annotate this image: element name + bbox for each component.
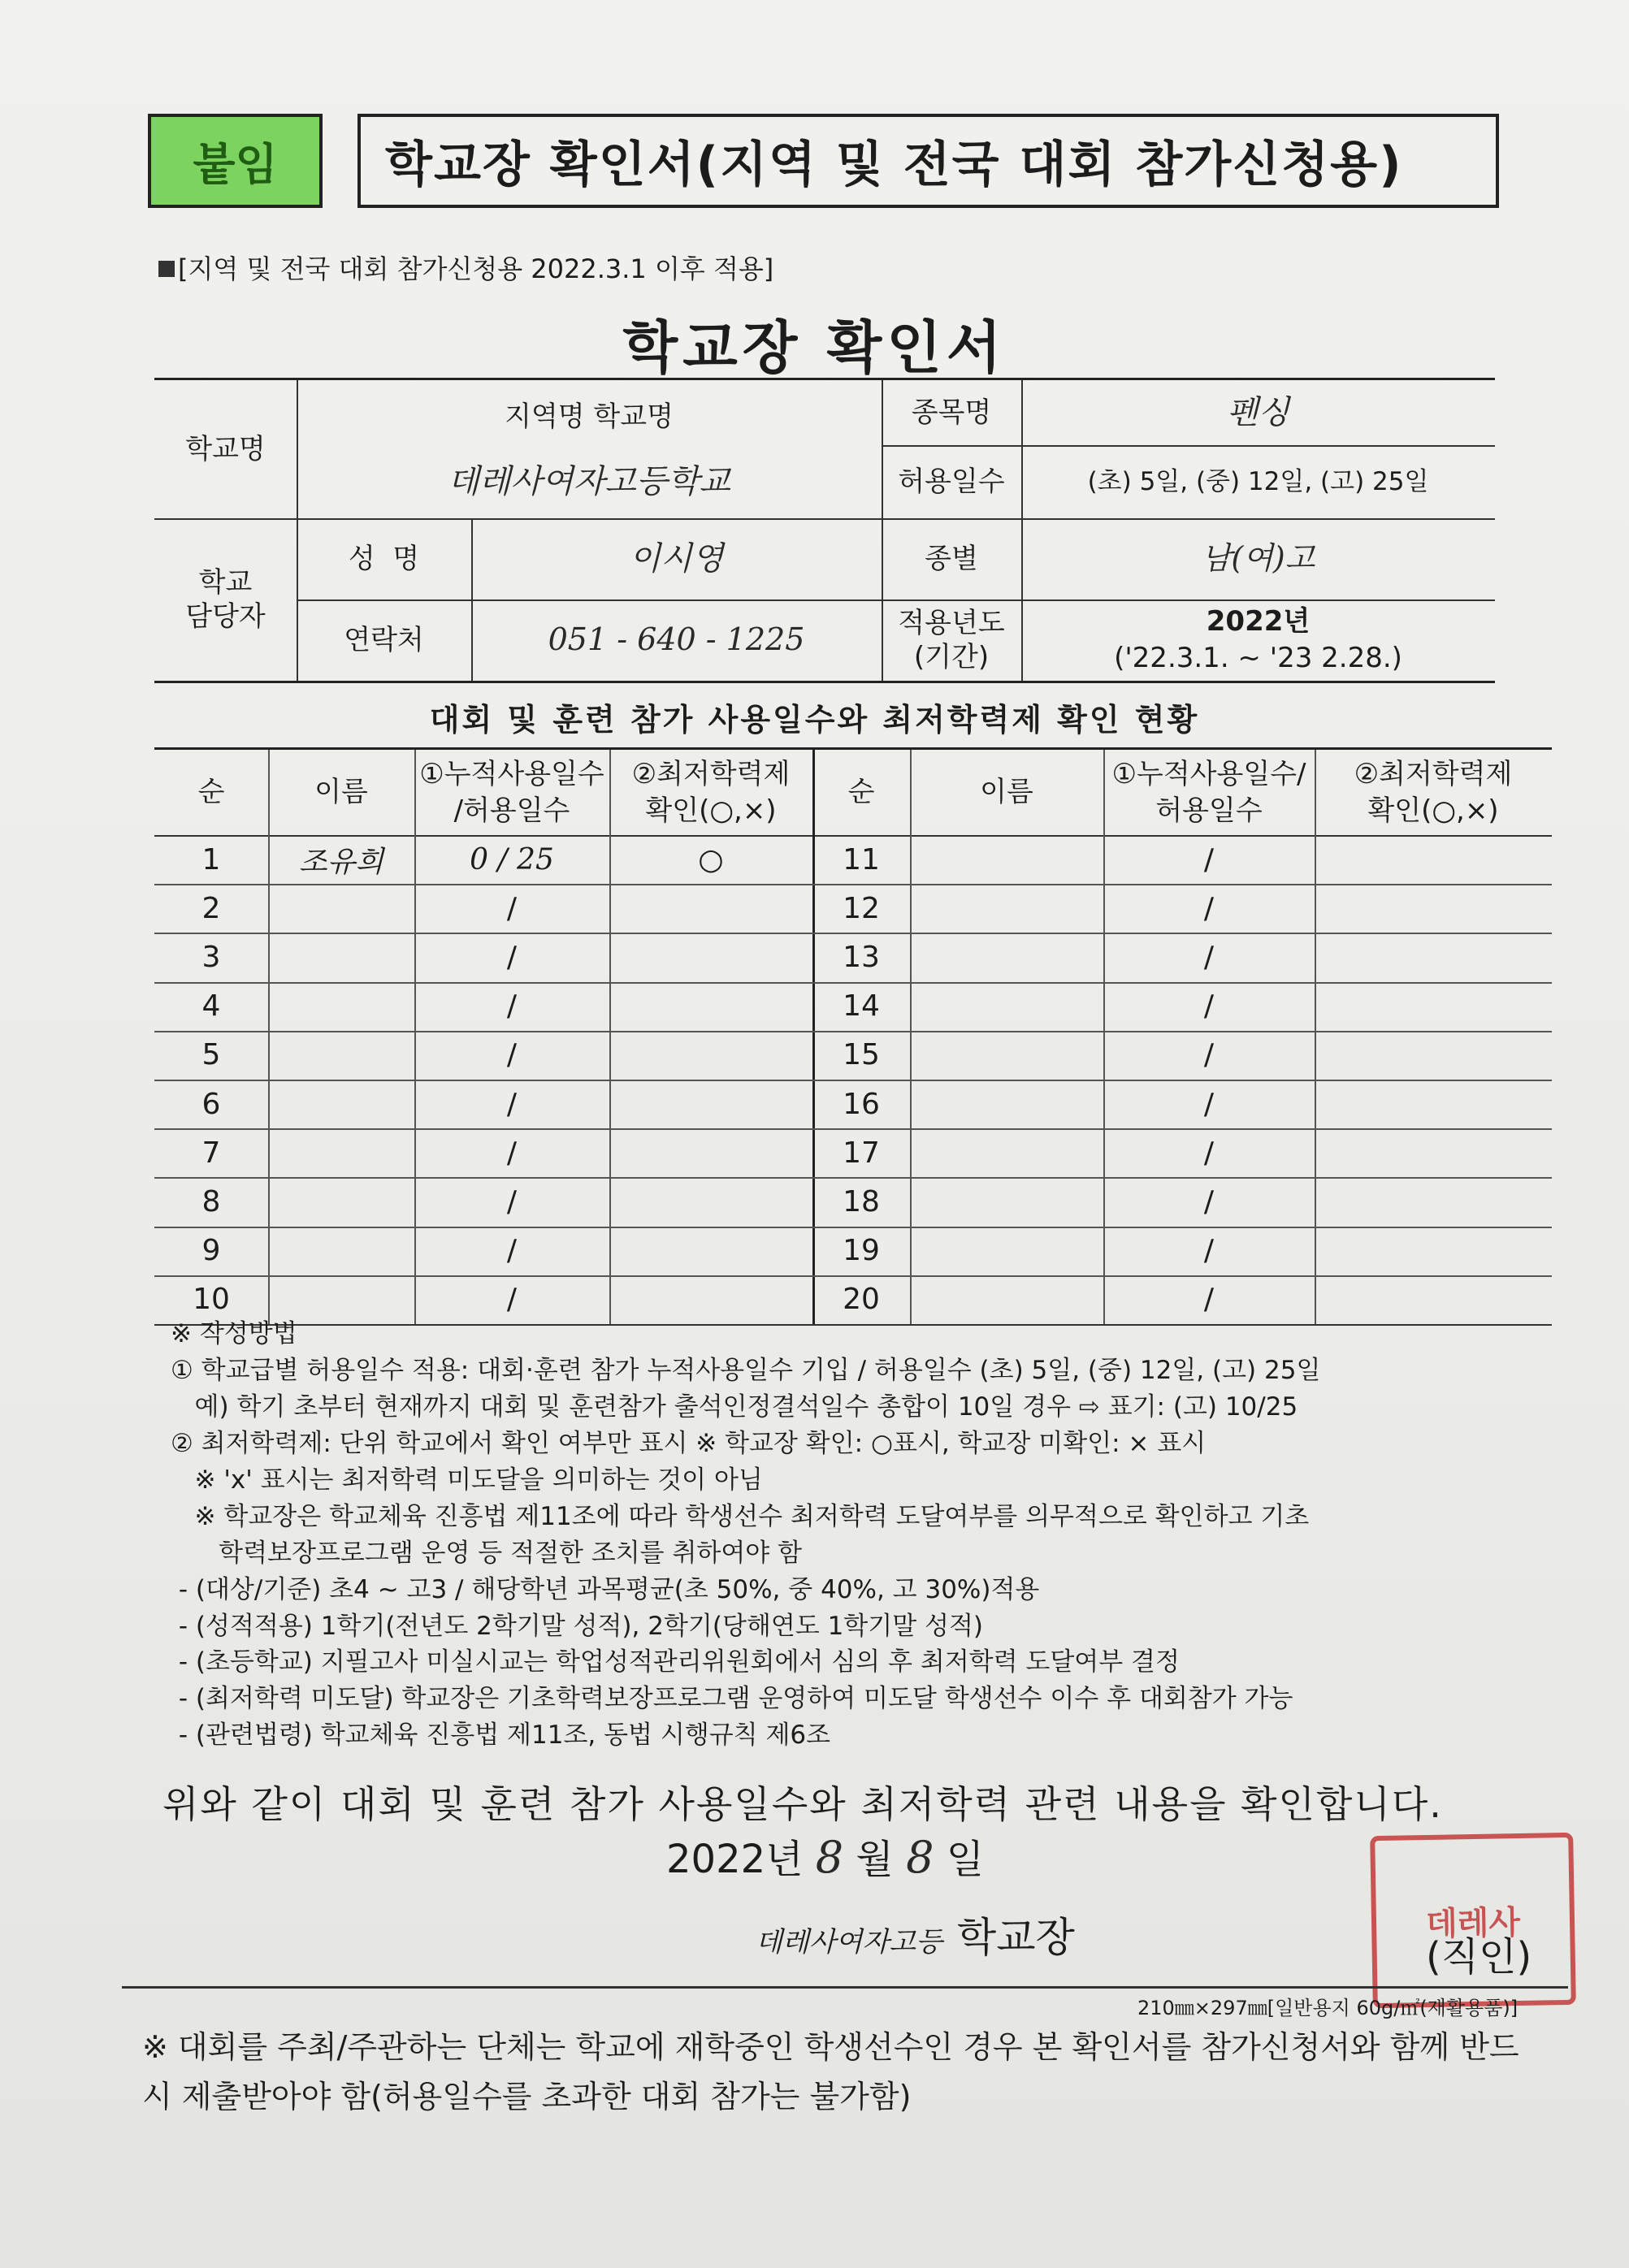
cell-name <box>268 1227 414 1275</box>
cell-name <box>268 1177 414 1226</box>
cell-days: / <box>506 1038 518 1072</box>
table-row <box>154 1031 1552 1081</box>
cell-days: / <box>1203 1234 1215 1268</box>
header-no: 순 <box>197 776 225 809</box>
applicability-note-text: [지역 및 전국 대회 참가신청용 2022.3.1 이후 적용] <box>178 253 774 284</box>
cell-name <box>268 884 414 933</box>
issue-date <box>666 1828 984 1884</box>
contact-value: 051 - 640 - 1225 <box>548 621 805 658</box>
cell-check <box>1315 1080 1552 1128</box>
instruction-line: 예) 학기 초부터 현재까지 대회 및 훈련참가 출석인정결석일수 총합이 10일 경우 ⇨ 표기: (고) 10/25 <box>171 1392 1298 1422</box>
cell-no: 20 <box>843 1283 880 1317</box>
allowed-days-label: 허용일수 <box>898 465 1005 498</box>
instruction-line: ② 최저학력제: 단위 학교에서 확인 여부만 표시 ※ 학교장 확인: ○표시, 학교장 미확인: × 표시 <box>171 1428 1207 1458</box>
cell-check <box>1315 933 1552 981</box>
year-value: 2022년 <box>1206 605 1311 638</box>
cell-no: 2 <box>201 891 221 925</box>
school-label: 학교명 <box>185 432 266 465</box>
gender-value: 남(여)고 <box>1201 540 1315 577</box>
school-info-table <box>154 378 1495 683</box>
allowed-days-value: (초) 5일, (중) 12일, (고) 25일 <box>1087 466 1429 496</box>
cell-name <box>910 1128 1103 1177</box>
manager-label: 학교 담당자 <box>185 565 266 633</box>
cell-no: 13 <box>843 940 880 974</box>
cell-name: 조유희 <box>298 845 384 879</box>
table-row <box>154 1080 1552 1130</box>
cell-no: 18 <box>843 1184 880 1218</box>
instruction-line: - (관련법령) 학교체육 진흥법 제11조, 동법 시행규칙 제6조 <box>171 1720 831 1751</box>
cell-check <box>1315 835 1552 884</box>
instruction-line: - (최저학력 미도달) 학교장은 기초학력보장프로그램 운영하여 미도달 학생선수 이수 후 대회참가 가능 <box>171 1684 1293 1714</box>
header-check: ②최저학력제 확인(○,×) <box>631 758 791 827</box>
cell-no: 14 <box>843 989 880 1024</box>
table-row <box>154 982 1552 1032</box>
cell-check <box>609 1177 812 1226</box>
cell-check: ○ <box>698 842 724 876</box>
paper-size-note: 210㎜×297㎜[일반용지 60g/㎡(재활용품)] <box>1137 1997 1519 2019</box>
cell-no: 11 <box>843 842 880 876</box>
document-title: 학교장 확인서 <box>622 314 1007 381</box>
cell-name <box>910 1080 1103 1128</box>
cell-days: / <box>506 940 518 974</box>
applicability-note <box>158 249 773 286</box>
cell-name <box>910 835 1103 884</box>
status-table-title: 대회 및 훈련 참가 사용일수와 최저학력제 확인 현황 <box>429 702 1200 738</box>
table-row <box>154 884 1552 934</box>
cell-no: 4 <box>201 989 221 1024</box>
header-check2: ②최저학력제 확인(○,×) <box>1354 758 1513 827</box>
official-seal-stamp <box>1370 1833 1576 2008</box>
cell-check <box>609 1227 812 1275</box>
school-name-value: 데레사여자고등학교 <box>448 463 730 500</box>
instruction-line: 학력보장프로그램 운영 등 적절한 조치를 취하여야 함 <box>171 1538 803 1568</box>
cell-days: / <box>506 1087 518 1121</box>
header-name2: 이름 <box>980 776 1033 809</box>
signature-school: 데레사여자고등 <box>756 1926 942 1959</box>
cell-days: / <box>506 891 518 925</box>
cell-no: 17 <box>843 1136 880 1170</box>
cell-days: / <box>506 1136 518 1170</box>
cell-no: 19 <box>843 1234 880 1268</box>
table-row <box>154 933 1552 983</box>
cell-check <box>609 884 812 933</box>
cell-days: / <box>506 1234 518 1268</box>
cell-days: / <box>1203 1136 1215 1170</box>
cell-check <box>609 933 812 981</box>
cell-check <box>1315 884 1552 933</box>
cell-name <box>910 1177 1103 1226</box>
square-bullet-icon <box>158 261 175 277</box>
cell-no: 15 <box>843 1038 880 1072</box>
cell-no: 6 <box>201 1087 221 1121</box>
instruction-line: ※ 'x' 표시는 최저학력 미도달을 의미하는 것이 아님 <box>171 1465 763 1495</box>
cell-days: / <box>1203 989 1215 1024</box>
cell-check <box>609 1080 812 1128</box>
table-row <box>154 1177 1552 1227</box>
cell-name <box>910 933 1103 981</box>
cell-check <box>1315 1177 1552 1226</box>
cell-days: / <box>1203 1184 1215 1218</box>
cell-no: 3 <box>201 940 221 974</box>
name-label: 성 명 <box>348 542 420 575</box>
cell-days: / <box>1203 1038 1215 1072</box>
cell-days: / <box>506 1283 518 1317</box>
gender-label: 종별 <box>925 542 978 575</box>
header-no2: 순 <box>847 776 875 809</box>
cell-check <box>1315 982 1552 1031</box>
date-month-unit: 월 <box>856 1837 894 1882</box>
cell-days: / <box>1203 842 1215 876</box>
instruction-line: ① 학교급별 허용일수 적용: 대회·훈련 참가 누적사용일수 기입 / 허용일수 (초) 5일, (중) 12일, (고) 25일 <box>171 1355 1321 1385</box>
cell-check <box>1315 1128 1552 1177</box>
instruction-line: ※ 작성방법 <box>171 1319 297 1348</box>
year-label: 적용년도 (기간) <box>898 606 1005 673</box>
form-title: 학교장 확인서(지역 및 전국 대회 참가신청용) <box>357 114 1499 208</box>
cell-check <box>1315 1031 1552 1080</box>
cell-name <box>910 1031 1103 1080</box>
cell-name <box>910 1227 1103 1275</box>
cell-name <box>268 933 414 981</box>
header-name: 이름 <box>314 776 368 809</box>
cell-no: 8 <box>201 1184 221 1218</box>
cell-no: 12 <box>843 891 880 925</box>
cell-days: / <box>1203 891 1215 925</box>
cell-check <box>609 1128 812 1177</box>
table-row <box>154 1128 1552 1179</box>
attachment-badge: 붙임 <box>148 114 323 208</box>
cell-no: 5 <box>201 1038 221 1072</box>
header-days2: ①누적사용일수/ 허용일수 <box>1111 758 1306 827</box>
cell-name <box>268 982 414 1031</box>
cell-check <box>609 1031 812 1080</box>
instruction-line: ※ 학교장은 학교체육 진흥법 제11조에 따라 학생선수 최저학력 도달여부를 의무적으로 확인하고 기초 <box>171 1501 1310 1531</box>
seal-label: (직인) <box>1426 1934 1532 1980</box>
cell-no: 1 <box>201 842 221 876</box>
contact-label: 연락처 <box>344 623 424 656</box>
cell-name <box>268 1031 414 1080</box>
cell-name <box>268 1080 414 1128</box>
cell-name <box>910 884 1103 933</box>
seal-text: 데레사 <box>1425 1903 1521 1943</box>
instruction-line: - (초등학교) 지필고사 미실시교는 학업성적관리위원회에서 심의 후 최저학력 도달여부 결정 <box>171 1647 1180 1677</box>
event-label: 종목명 <box>911 396 992 429</box>
confirmation-statement: 위와 같이 대회 및 훈련 참가 사용일수와 최저학력 관련 내용을 확인합니다. <box>162 1782 1443 1826</box>
cell-name <box>268 1128 414 1177</box>
event-value: 펜싱 <box>1226 394 1290 431</box>
cell-days: / <box>506 989 518 1024</box>
date-day: 8 <box>906 1832 934 1883</box>
principal-signature <box>756 1905 1075 1963</box>
cell-days: / <box>1203 1283 1215 1317</box>
cell-no: 9 <box>201 1234 221 1268</box>
date-month: 8 <box>815 1832 844 1883</box>
cell-days: / <box>1203 1087 1215 1121</box>
table-row <box>154 835 1552 885</box>
date-day-unit: 일 <box>946 1837 985 1882</box>
header-days: ①누적사용일수 /허용일수 <box>419 758 604 827</box>
cell-days: / <box>506 1184 518 1218</box>
footer-notice: ※ 대회를 주최/주관하는 단체는 학교에 재학중인 학생선수인 경우 본 확인서를 참가신청서와 함께 반드시 제출받아야 함(허용일수를 초과한 대회 참가는 불가함) <box>142 2029 1519 2114</box>
instruction-line: - (성적적용) 1학기(전년도 2학기말 성적), 2학기(당해연도 1학기말 성적) <box>171 1611 983 1641</box>
status-table <box>154 747 1552 1326</box>
cell-check <box>1315 1227 1552 1275</box>
instruction-line: - (대상/기준) 초4 ~ 고3 / 해당학년 과목평균(초 50%, 중 40%, 고 30%)적용 <box>171 1574 1040 1604</box>
cell-days: 0 / 25 <box>470 842 554 876</box>
cell-no: 7 <box>201 1136 221 1170</box>
name-value: 이시영 <box>629 540 724 578</box>
school-top-label: 지역명 학교명 <box>505 400 674 433</box>
cell-no: 16 <box>843 1087 880 1121</box>
date-year: 2022년 <box>666 1837 804 1882</box>
cell-name <box>910 982 1103 1031</box>
signature-title: 학교장 <box>956 1914 1075 1961</box>
cell-no: 10 <box>193 1283 230 1317</box>
table-row <box>154 1227 1552 1277</box>
period-value: ('22.3.1. ~ '23 2.28.) <box>1114 642 1402 675</box>
writing-instructions <box>171 1316 1568 1754</box>
cell-days: / <box>1203 940 1215 974</box>
cell-check <box>609 982 812 1031</box>
